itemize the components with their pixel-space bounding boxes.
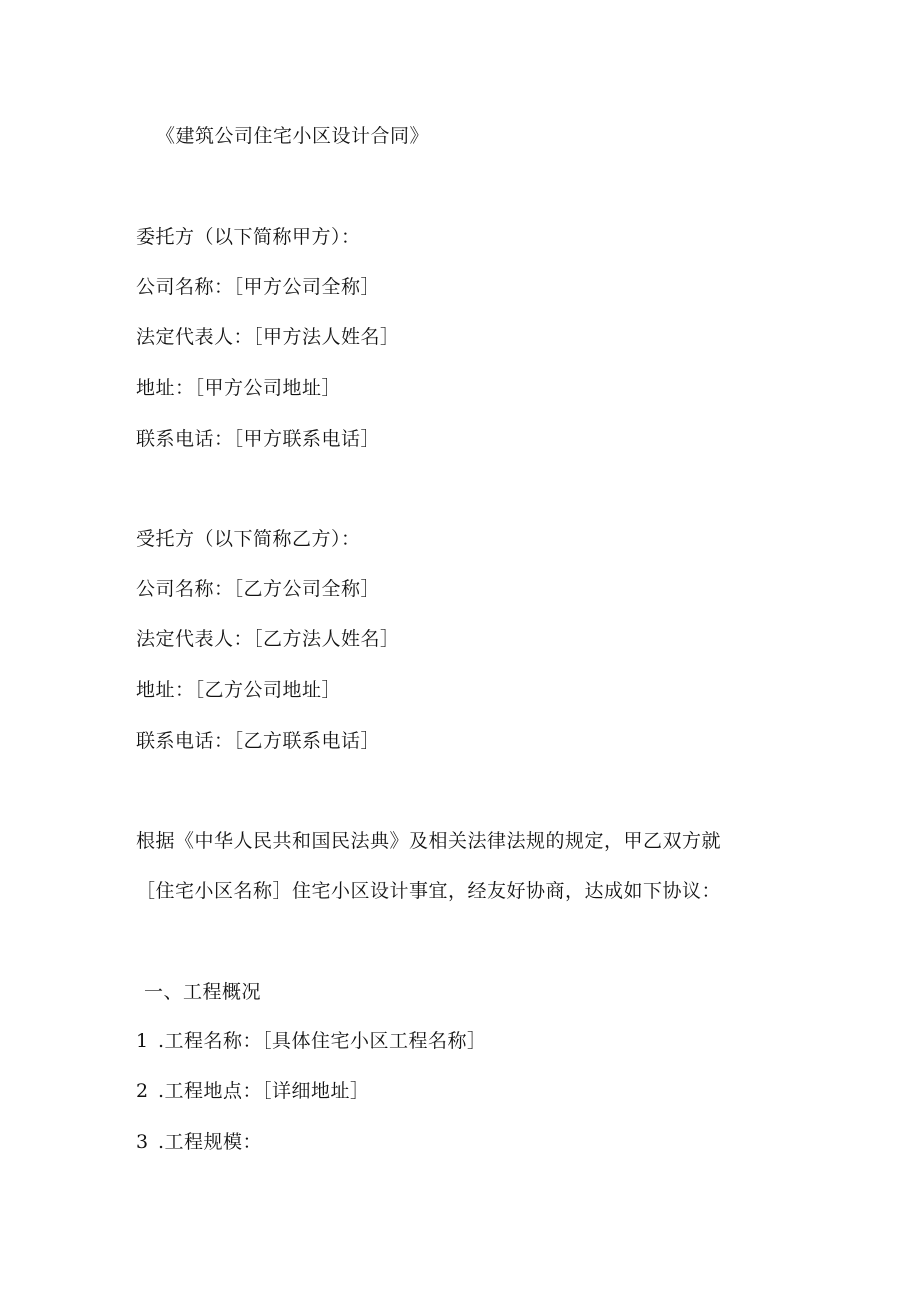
party-a-address: 地址：［甲方公司地址］	[136, 377, 342, 399]
document-title: 《建筑公司住宅小区设计合同》	[156, 125, 430, 147]
item-number: 3	[136, 1131, 149, 1153]
party-a-legal-rep: 法定代表人：［甲方法人姓名］	[136, 326, 400, 348]
party-b-address: 地址：［乙方公司地址］	[136, 679, 342, 701]
item-number: 2	[136, 1080, 149, 1102]
item-text: .工程名称：［具体住宅小区工程名称］	[158, 1030, 487, 1052]
item-text: .工程规模：	[158, 1131, 263, 1153]
party-a-heading: 委托方（以下简称甲方）：	[136, 226, 361, 248]
section-1-item	[136, 1029, 487, 1053]
item-text: .工程地点：［详细地址］	[158, 1080, 370, 1102]
section-1-heading: 一、工程概况	[144, 981, 262, 1003]
section-1-item	[136, 1130, 262, 1154]
party-b-heading: 受托方（以下简称乙方）：	[136, 528, 361, 550]
party-b-legal-rep: 法定代表人：［乙方法人姓名］	[136, 628, 400, 650]
item-number: 1	[136, 1030, 149, 1052]
party-b-phone: 联系电话：［乙方联系电话］	[136, 730, 381, 752]
preamble-line-2: ［住宅小区名称］住宅小区设计事宜，经友好协商，达成如下协议：	[136, 880, 722, 902]
party-a-company: 公司名称：［甲方公司全称］	[136, 276, 381, 298]
section-1-item	[136, 1079, 370, 1103]
party-a-phone: 联系电话：［甲方联系电话］	[136, 428, 381, 450]
preamble-line-1: 根据《中华人民共和国民法典》及相关法律法规的规定，甲乙双方就	[136, 830, 722, 852]
party-b-company: 公司名称：［乙方公司全称］	[136, 578, 381, 600]
